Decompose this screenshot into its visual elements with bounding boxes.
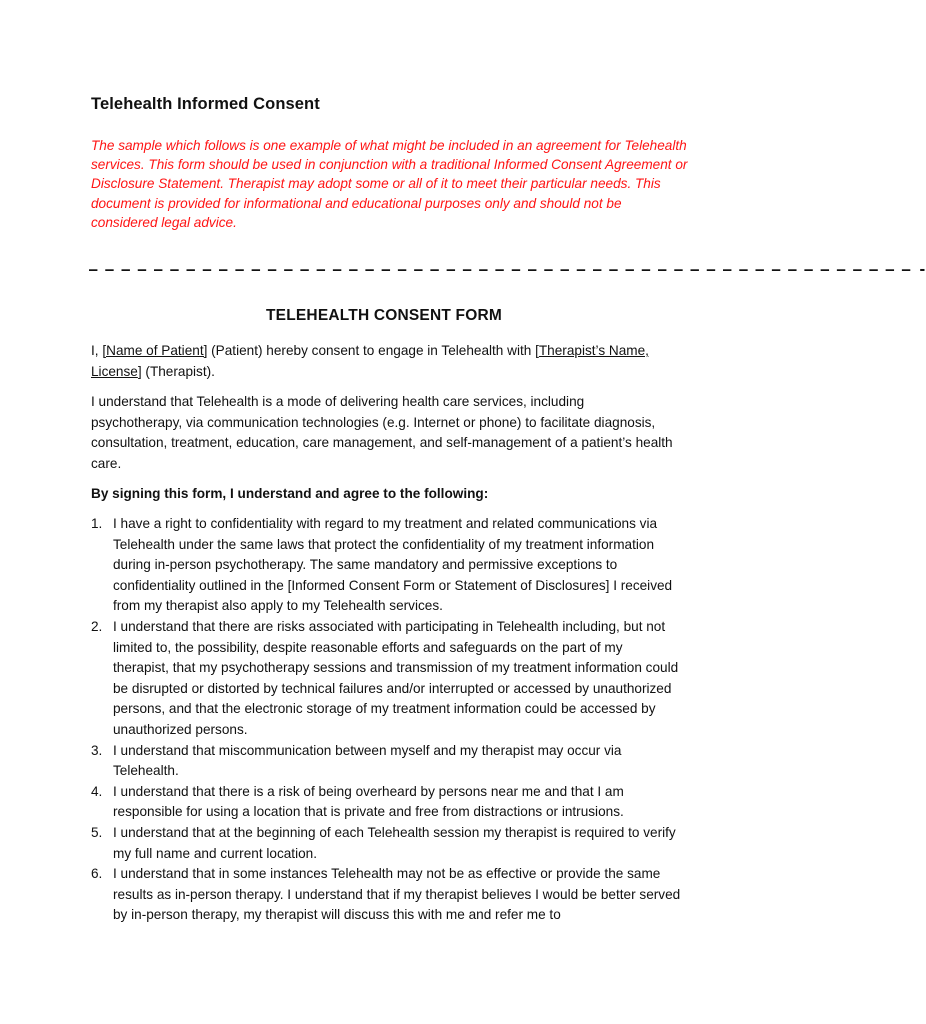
list-item-number: 2. (91, 618, 103, 634)
list-item-text: I understand that miscommunication between myself and my therapist may occur via Telehealth. (113, 742, 622, 779)
list-item-text: I understand that at the beginning of each Telehealth session my therapist is required to verify my full name and current location. (113, 824, 676, 861)
patient-name-placeholder: [Name of Patient] (102, 343, 208, 358)
agreement-heading: By signing this form, I understand and agree to the following: (91, 486, 489, 501)
list-item (91, 514, 681, 617)
list-item (91, 823, 681, 864)
list-item-text: I understand that there is a risk of being overheard by persons near me and that I am responsible for using a location that is private and free from distractions or intrusions. (113, 783, 624, 820)
list-item-number: 6. (91, 866, 103, 882)
list-item-text: I understand that there are risks associated with participating in Telehealth including, but not limited to, the possibility, despite reasonable efforts and safeguards on the part of my therapist, that my psychotherapy sessions and transmission of my treatment information could be disrupted or distorted by technical failures and/or interrupted or accessed by unauthorized persons, and that the electronic storage of my treatment information could be accessed by unauthorized persons. (113, 618, 679, 737)
list-item (91, 617, 681, 741)
intro-text-part-1: I, (91, 343, 103, 358)
list-item-number: 3. (91, 742, 103, 758)
list-item-text: I understand that in some instances Telehealth may not be as effective or provide the same results as in-person therapy. I understand that if my therapist believes I would be better served by in-person therapy, my therapist will discuss this with me and refer me to (113, 866, 681, 923)
disclaimer-text: The sample which follows is one example of what might be included in an agreement for Telehealth services. This form should be used in conjunction with a traditional Informed Consent Agreement or Disclosure Statement. Therapist may adopt some or all of it to meet their particular needs. This document is provided for informational and educational purposes only and should not be considered legal advice. (91, 138, 688, 230)
consent-intro-paragraph (91, 341, 679, 382)
therapist-name-placeholder: Therapist’s Name, License (91, 343, 649, 379)
document-title: Telehealth Informed Consent (91, 95, 320, 113)
list-item-text: I have a right to confidentiality with regard to my treatment and related communications via Telehealth under the same laws that protect the confidentiality of my treatment information during in-person psychotherapy. The same mandatory and permissive exceptions to confidentiality outlined in the [Informed Consent Form or Statement of Disclosures] I received from my therapist also apply to my Telehealth services. (113, 516, 673, 614)
intro-text-part-2: (Patient) hereby consent to engage in Telehealth with [ (207, 343, 539, 358)
list-item (91, 741, 681, 782)
list-item-number: 5. (91, 824, 103, 840)
list-item-number: 4. (91, 783, 103, 799)
section-separator: – – – – – – – – – – – – – – – – – – – – – – – – – – – – – – – – – – – – – – – – – – – – – – – – – – – - (89, 262, 926, 278)
list-item (91, 782, 681, 823)
form-title: TELEHEALTH CONSENT FORM (266, 307, 502, 324)
agreement-list (91, 514, 681, 926)
telehealth-definition-paragraph: I understand that Telehealth is a mode of delivering health care services, including psychotherapy, via communication technologies (e.g. Internet or phone) to facilitate diagnosis, consultation, treatment, education, care management, and self-management of a patient’s health care. (91, 394, 673, 472)
intro-text-part-3: ] (Therapist). (137, 363, 215, 379)
list-item (91, 864, 681, 926)
list-item-number: 1. (91, 516, 103, 531)
